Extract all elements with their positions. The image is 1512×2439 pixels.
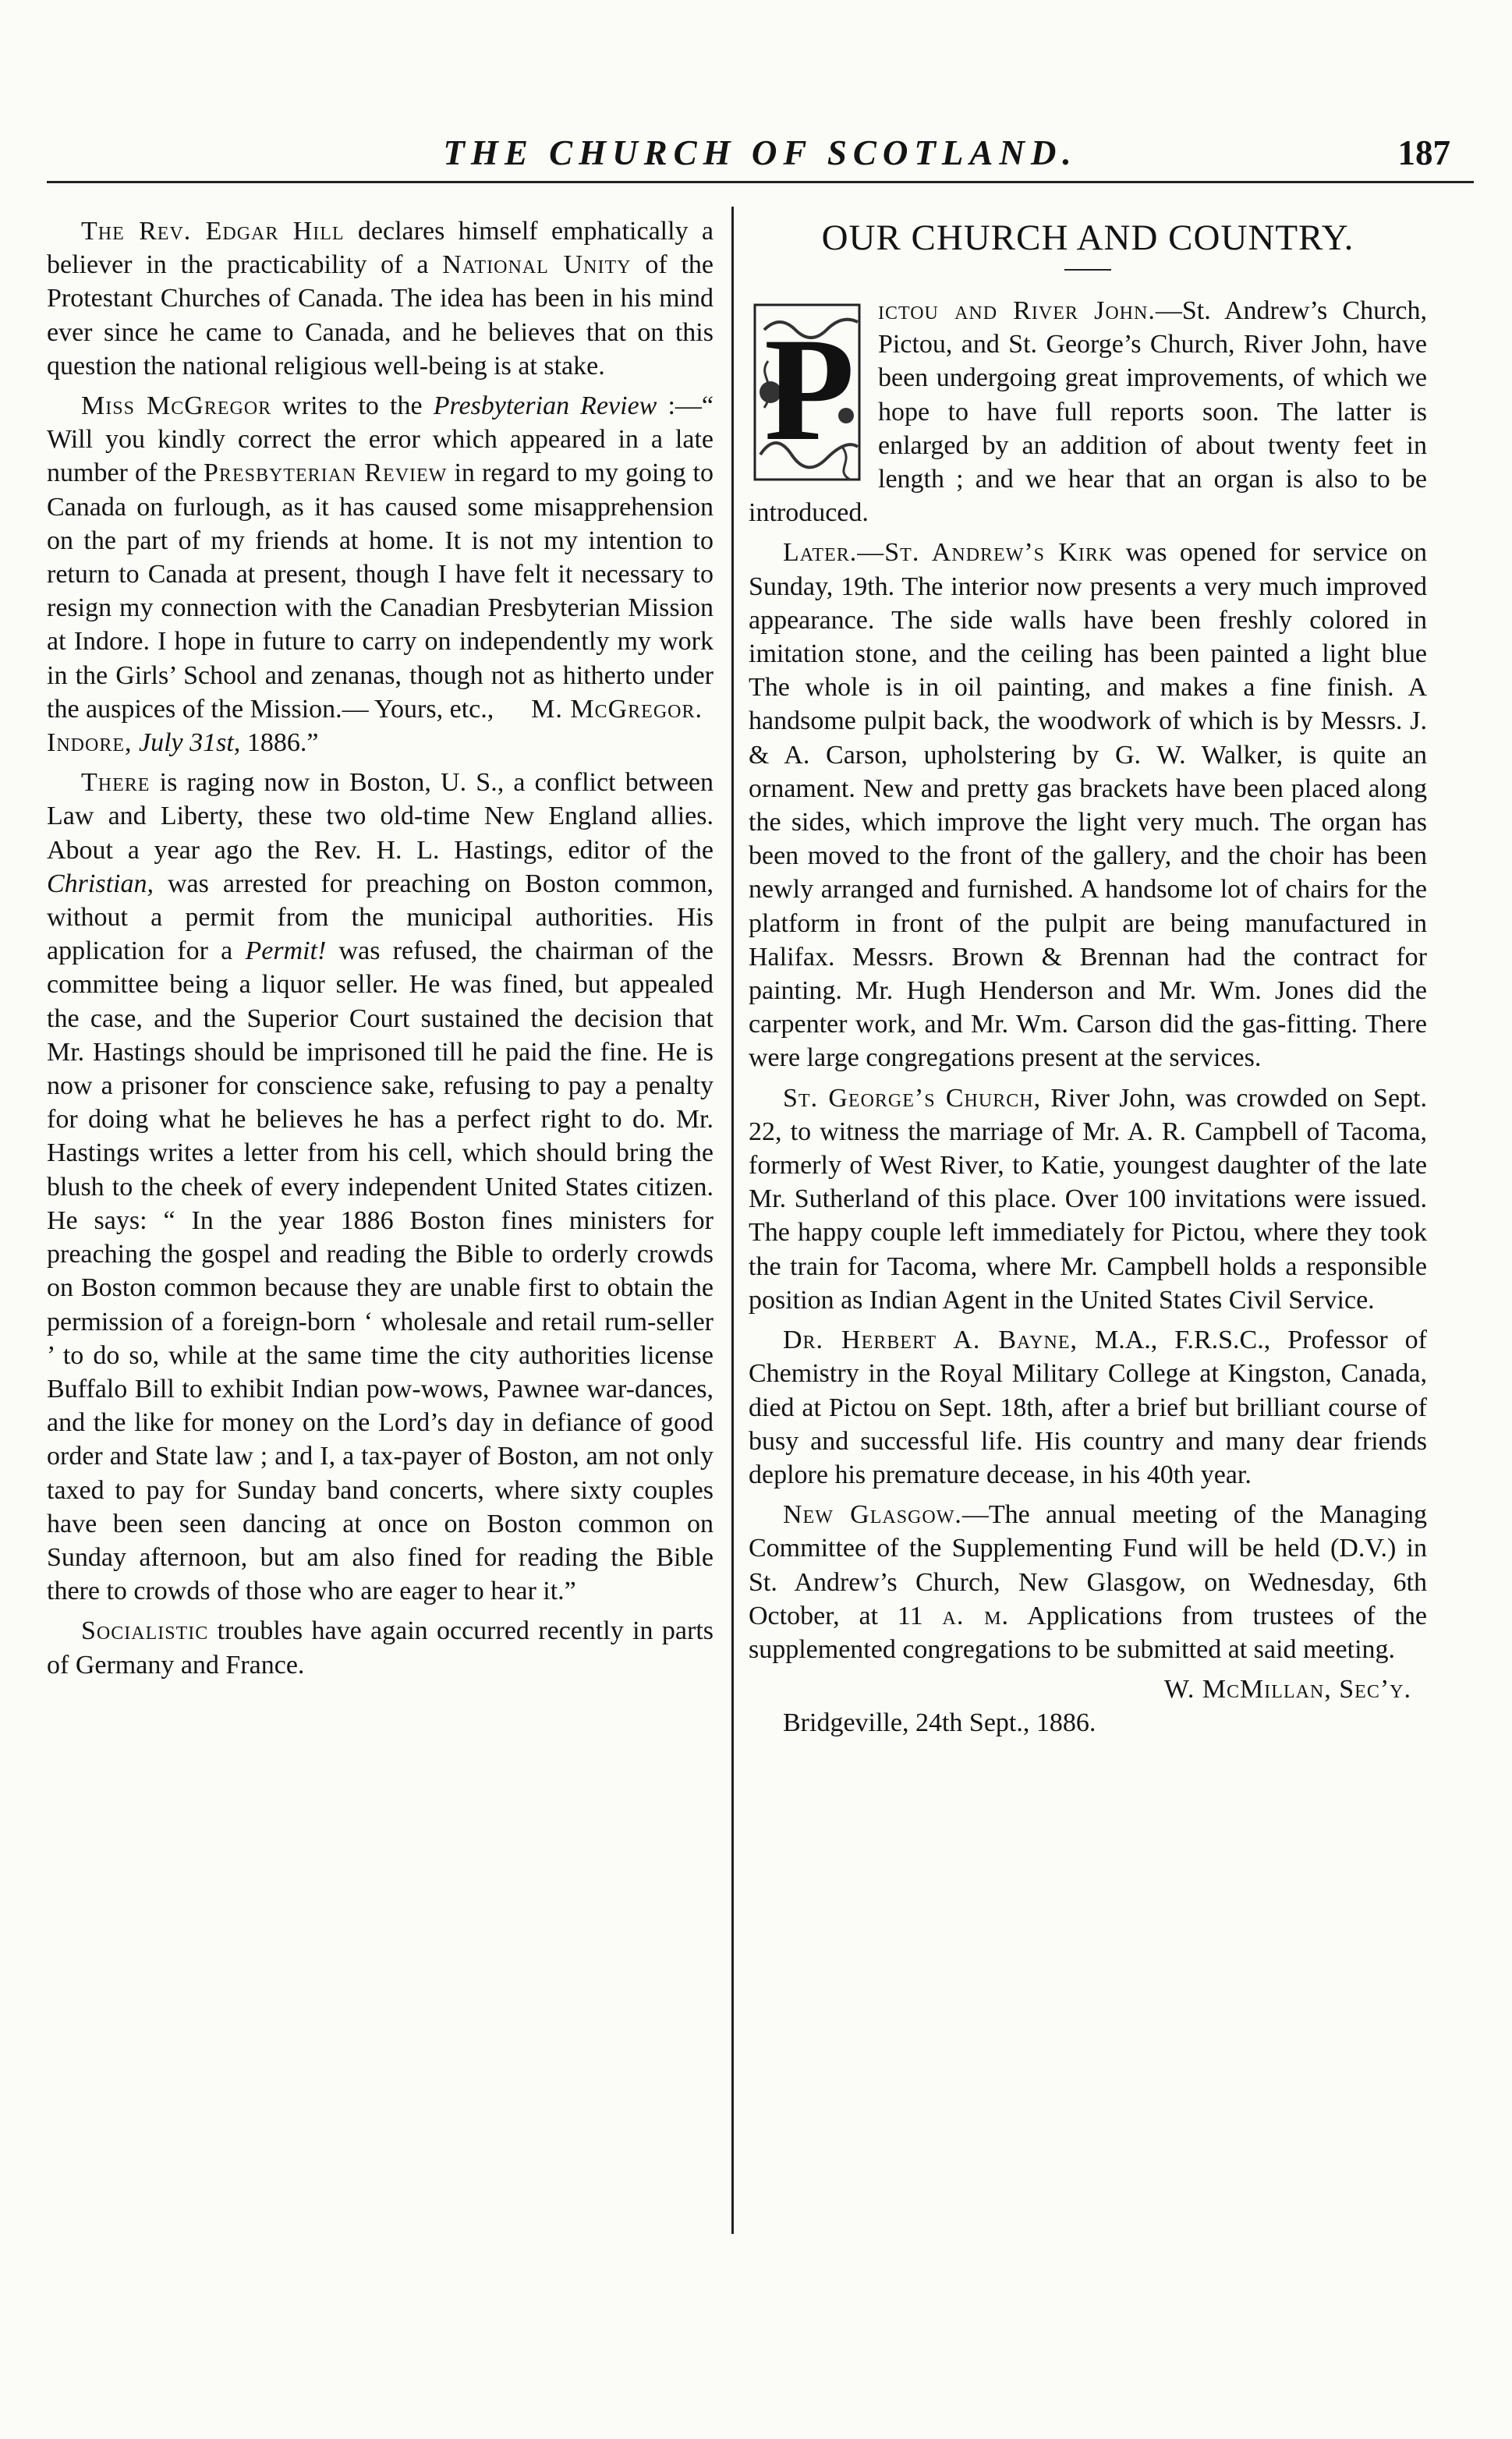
page-number: 187 <box>1397 133 1450 172</box>
small-caps-text: Presbyterian Review <box>204 458 448 488</box>
paragraph-text: troubles have again occurred recently in parts of Germany and France. <box>47 1616 714 1680</box>
italic-text: Christian, <box>47 869 154 898</box>
paragraph-text: writes to the <box>271 391 434 421</box>
paragraph-pictou <box>749 294 1427 529</box>
paragraph-text: River John, was crowded on Sept. 22, to witness the marriage of Mr. A. R. Campbell of Tacoma, formerly of West River, to Katie, youngest daughter of the late Mr. Sutherland of this place. Over 100 invitations were issued. The happy couple left immediately for Pictou, where they took the train for Tacoma, where Mr. Campbell holds a responsible position as Indian Agent in the United States Civil Service. <box>749 1083 1427 1315</box>
italic-text: Presbyterian Review <box>433 391 657 421</box>
dateline: Bridgeville, 24th Sept., 1886. <box>783 1708 1096 1738</box>
paragraph-text: in regard to my going to Canada on furlough, as it has caused some misapprehension on the part of my friends at home. It is not my intention to return to Canada at present, though I have felt it necessary to resign my connection with the Canadian Presbyterian Mission at Indore. I hope in future to carry on independently my work in the Girls’ School and zenanas, though not as hitherto under the auspices of the Mission.— Yours, etc., <box>47 458 714 724</box>
paragraph-boston <box>47 766 714 1608</box>
paragraph-socialistic <box>47 1614 714 1681</box>
paragraph-text: declares himself emphatically a believer in the practicability of a <box>47 217 714 280</box>
paragraph-text: of the Protestant Churches of Canada. The idea has been in his mind ever since he came to Canada, and he believes that on this question the national religious well-being is at stake. <box>47 250 714 381</box>
paragraph-text: was opened for service on Sunday, 19th. The interior now presents a very much improved appearance. The side walls have been freshly colored in imitation stone, and the ceiling has been painted a light blue The whole is in oil painting, and makes a fine finish. A handsome pulpit back, the woodwork of which is by Messrs. J. & A. Carson, upholstering by G. W. Walker, is quite an ornament. New and pretty gas brackets have been placed along the sides, which improve the light very much. The organ has been moved to the front of the gallery, and the choir has been newly arranged and furnished. A handsome lot of chairs for the platform in front of the pulpit are being manufactured in Halifax. Messrs. Brown & Brennan had the contract for painting. Mr. Hugh Henderson and Mr. Wm. Jones did the carpenter work, and Mr. Wm. Carson did the gas-fitting. There were large congregations present at the services. <box>749 538 1427 1073</box>
paragraph-text: :—“ Will you kindly correct the error which appeared in a late number of the <box>47 391 714 488</box>
lead-in: There <box>81 768 150 798</box>
lead-in: Later.—St. Andrew’s Kirk <box>783 538 1114 568</box>
paragraph-text: was arrested for preaching on Boston common, without a permit from the municipal authorities. His application for a <box>47 869 714 966</box>
title-rule <box>1064 269 1111 271</box>
paragraph-text: Applications from trustees of the supplemented congregations to be submitted at said meeting. <box>749 1601 1428 1664</box>
lead-in: St. George’s Church, <box>783 1083 1042 1113</box>
lead-in: Miss McGregor <box>81 391 272 421</box>
paragraph-text: —The annual meeting of the Managing Committee of the Supplementing Fund will be held (D.V.) in St. Andrew’s Church, New Glasgow, on Wednesday, 6th October, at 11 <box>749 1500 1427 1630</box>
column-divider <box>731 207 734 2234</box>
dateline-date: July 31st, <box>139 728 241 758</box>
small-caps-text: National Unity <box>442 250 632 280</box>
paragraph-text: is raging now in Boston, U. S., a conflict between Law and Liberty, these two old-time New England allies. About a year ago the Rev. H. L. Hastings, editor of the <box>47 768 714 865</box>
lead-in: New Glasgow. <box>783 1500 962 1530</box>
section-title: OUR CHURCH AND COUNTRY. <box>821 218 1354 258</box>
paragraph-edgar-hill <box>47 214 714 383</box>
small-caps-text: a. m. <box>942 1601 1010 1630</box>
paragraph-text: was refused, the chairman of the committee being a liquor seller. He was fined, but appealed the case, and the Superior Court sustained the decision that Mr. Hastings should be imprisoned till he paid the fine. He is now a prisoner for conscience sake, refusing to pay a penalty for doing what he believes he has a perfect right to do. Mr. Hastings writes a letter from his cell, which should bring the blush to the cheek of every independent United States citizen. He says: “ In the year 1886 Boston fines ministers for preaching the gospel and reading the Bible to orderly crowds on Boston common because they are unable first to obtain the permission of a foreign-born ‘ wholesale and retail rum-seller ’ to do so, while at the same time the city authorities license Buffalo Bill to exhibit Indian pow-wows, Pawnee war-dances, and the like for money on the Lord’s day in defiance of good order and State law ; and I, a tax-payer of Boston, am not only taxed to pay for Sunday band concerts, where sixty couples have been seen dancing at once on Boston common on Sunday afternoon, but am also fined for reading the Bible there to crowds of those who are eager to hear it.” <box>47 936 714 1606</box>
signature: M. McGregor. <box>531 694 703 724</box>
paragraph-bayne <box>749 1323 1427 1492</box>
ornamental-drop-cap <box>749 299 866 486</box>
running-title: THE CHURCH OF SCOTLAND. <box>443 133 1078 172</box>
dateline-place: Indore, <box>47 728 133 758</box>
paragraph-new-glasgow <box>749 1498 1427 1666</box>
paragraph-mcgregor <box>47 389 714 759</box>
paragraph-text: M.A., F.R.S.C., Professor of Chemistry in the Royal Military College at Kingston, Canada, died at Pictou on Sept. 18th, after a brief but brilliant course of busy and successful life. His country and many dear friends deplore his premature decease, in his 40th year. <box>749 1326 1427 1489</box>
header-rule <box>47 181 1474 183</box>
page-header <box>47 133 1474 187</box>
right-column <box>749 214 1427 1740</box>
paragraph-text: —St. Andrew’s Church, Pictou, and St. George’s Church, River John, have been undergoing great improvements, of which we hope to have full reports soon. The latter is enlarged by an addition of about twenty feet in length ; and we hear that an organ is also to be introduced. <box>749 296 1427 528</box>
paragraph-st-georges <box>749 1081 1427 1317</box>
dateline-year: 1886.” <box>240 728 319 758</box>
lead-in: Socialistic <box>81 1616 209 1646</box>
signature: W. McMillan, Sec’y. <box>1163 1675 1411 1704</box>
left-column <box>47 214 714 1688</box>
drop-cap-letter: P <box>763 308 855 472</box>
paragraph-later <box>749 536 1427 1074</box>
lead-in: Dr. Herbert A. Bayne, <box>783 1326 1078 1355</box>
lead-in: ictou and River John. <box>878 296 1156 325</box>
lead-in: The Rev. Edgar Hill <box>81 217 345 246</box>
italic-text: Permit! <box>245 936 327 966</box>
